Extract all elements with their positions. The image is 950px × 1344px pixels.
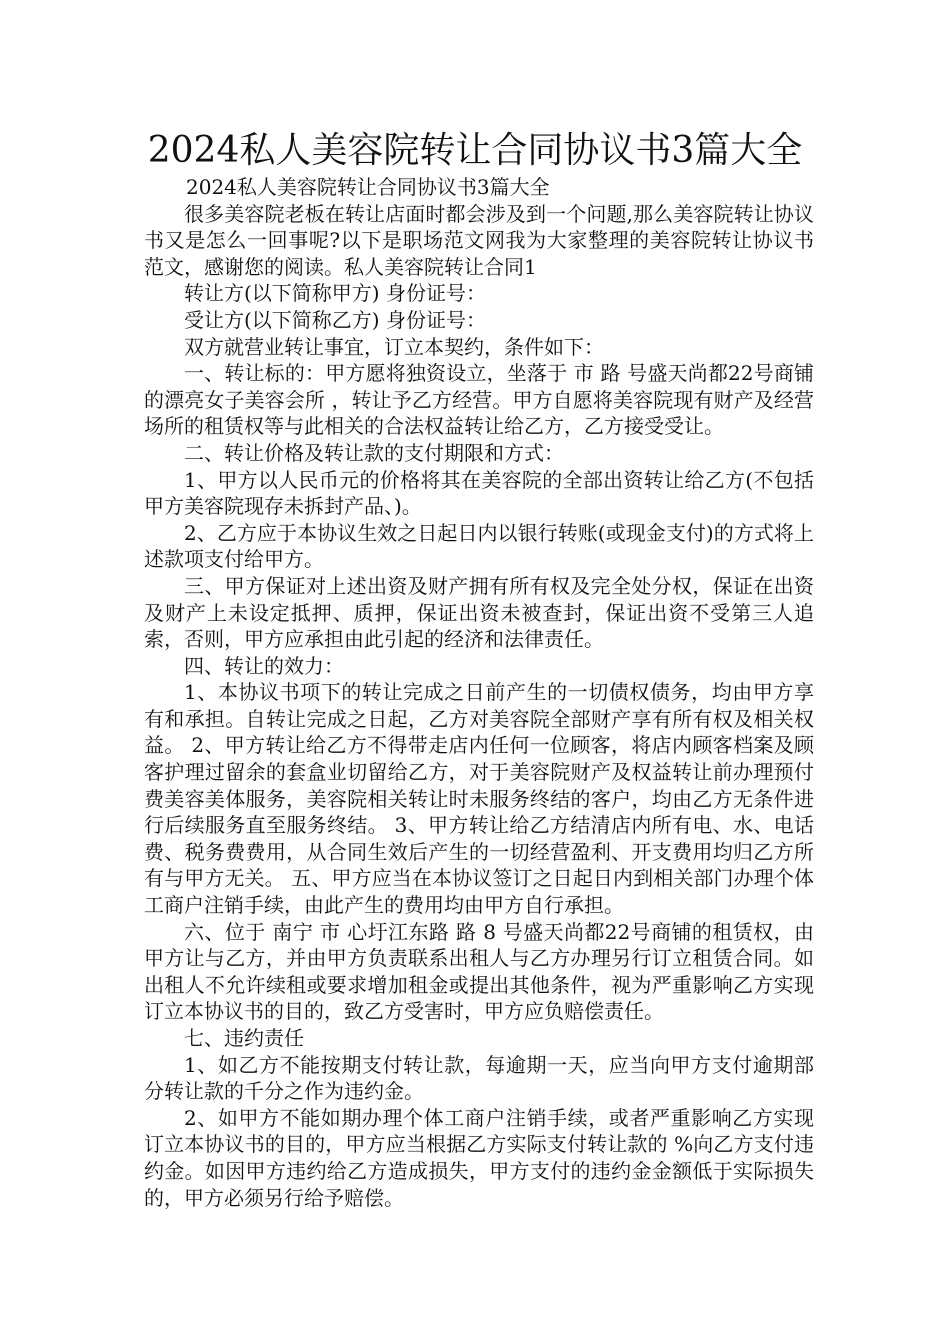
paragraph-clause-2-heading: 二、转让价格及转让款的支付期限和方式： — [184, 440, 564, 465]
paragraph-terms-intro: 双方就营业转让事宜，订立本契约，条件如下： — [184, 334, 604, 359]
document-body — [144, 174, 814, 1211]
paragraph-transferee: 受让方(以下简称乙方) 身份证号： — [184, 307, 486, 332]
paragraph-clause-3: 三、甲方保证对上述出资及财产拥有所有权及完全处分权，保证在出资及财产上未设定抵押、质押，保证出资未被查封，保证出资不受第三人追索，否则，甲方应承担由此引起的经济和法律责任。 — [144, 573, 814, 652]
paragraph-clause-2-2: 2、乙方应于本协议生效之日起日内以银行转账(或现金支付)的方式将上述款项支付给甲方。 — [144, 520, 814, 572]
paragraph-clause-2-1: 1、甲方以人民币元的价格将其在美容院的全部出资转让给乙方(不包括甲方美容院现存未拆封产品、)。 — [144, 467, 814, 519]
paragraph-intro: 很多美容院老板在转让店面时都会涉及到一个问题,那么美容院转让协议书又是怎么一回事呢?以下是职场范文网我为大家整理的美容院转让协议书范文，感谢您的阅读。私人美容院转让合同1 — [144, 201, 814, 279]
paragraph-clause-4-heading: 四、转让的效力： — [184, 653, 344, 678]
paragraph-clause-4-body: 1、本协议书项下的转让完成之日前产生的一切债权债务，均由甲方享有和承担。自转让完成之日起，乙方对美容院全部财产享有所有权及相关权益。 2、甲方转让给乙方不得带走店内任何一位顾客，将店内顾客档案及顾客护理过留余的套盒业切留给乙方，对于美容院财产及权益转让前办理预付费美容美体服务，美容院相关转让时未服务终结的客户，均由乙方无条件进行后续服务直至服务终结。 3、甲方转让给乙方结清店内所有电、水、电话费、税务费费用，从合同生效后产生的一切经营盈利、开支费用均归乙方所有与甲方无关。 五、甲方应当在本协议签订之日起日内到相关部门办理个体工商户注销手续，由此产生的费用均由甲方自行承担。 — [144, 680, 814, 918]
paragraph-clause-7-1: 1、如乙方不能按期支付转让款，每逾期一天，应当向甲方支付逾期部分转让款的千分之作为违约金。 — [144, 1052, 814, 1104]
paragraph-clause-1: 一、转让标的：甲方愿将独资设立，坐落于 市 路 号盛天尚都22号商铺的漂亮女子美容会所 ，转让予乙方经营。甲方自愿将美容院现有财产及经营场所的租赁权等与此相关的合法权益转让给乙方，乙方接受受让。 — [144, 361, 814, 439]
paragraph-clause-7-2: 2、如甲方不能如期办理个体工商户注销手续，或者严重影响乙方实现订立本协议书的目的，甲方应当根据乙方实际支付转让款的 %向乙方支付违约金。如因甲方违约给乙方造成损失，甲方支付的违约金金额低于实际损失的，甲方必须另行给予赔偿。 — [144, 1105, 814, 1210]
document-subtitle: 2024私人美容院转让合同协议书3篇大全 — [186, 175, 550, 199]
paragraph-clause-6: 六、位于 南宁 市 心圩江东路 路 8 号盛天尚都22号商铺的租赁权，由甲方让与乙方，并由甲方负责联系出租人与乙方办理另行订立租赁合同。如出租人不允许续租或要求增加租金或提出其他条件，视为严重影响乙方实现订立本协议书的目的，致乙方受害时，甲方应负赔偿责任。 — [144, 919, 814, 1024]
document-title: 2024私人美容院转让合同协议书3篇大全 — [147, 130, 803, 171]
paragraph-transferor: 转让方(以下简称甲方) 身份证号： — [184, 281, 486, 306]
paragraph-clause-7-heading: 七、违约责任 — [184, 1026, 304, 1050]
